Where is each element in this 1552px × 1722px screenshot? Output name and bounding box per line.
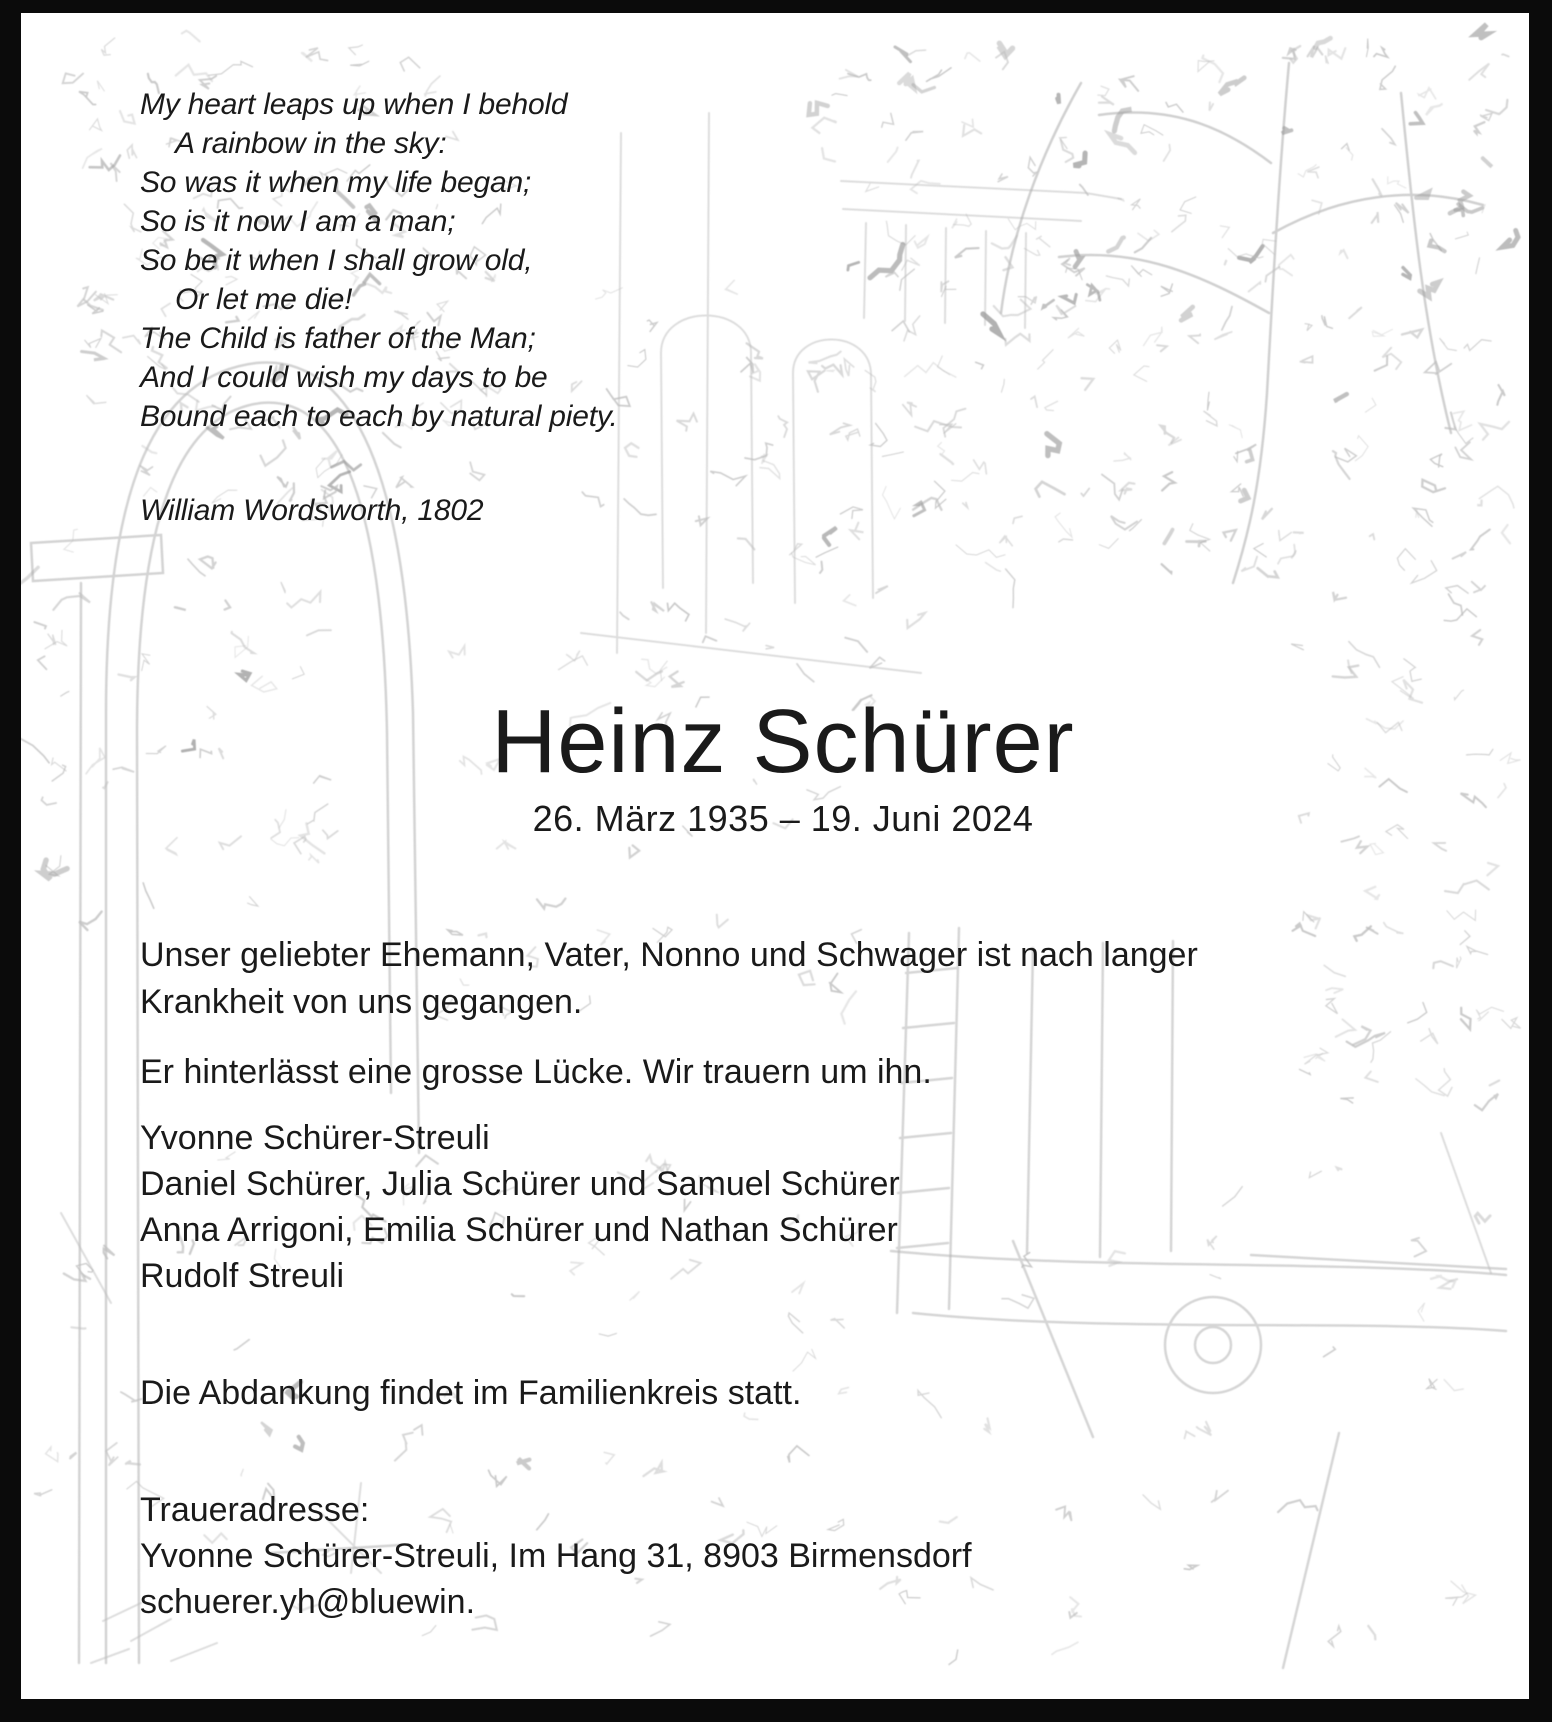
poem	[140, 85, 1469, 530]
poem-line: Bound each to each by natural piety.	[140, 400, 618, 433]
poem-line: A rainbow in the sky:	[175, 127, 447, 160]
poem-line: And I could wish my days to be	[140, 361, 548, 394]
condolence-address-label: Traueradresse:	[140, 1491, 370, 1529]
poem-attribution: William Wordsworth, 1802	[140, 494, 484, 527]
condolence-email: schuerer.yh@bluewin.	[140, 1583, 476, 1621]
poem-line: So is it now I am a man;	[140, 205, 456, 238]
life-dates: 26. März 1935 – 19. Juni 2024	[532, 798, 1034, 839]
mourners-list	[140, 1115, 1469, 1299]
announcement-line: Krankheit von uns gegangen.	[140, 983, 583, 1021]
condolence-address: Yvonne Schürer-Streuli, Im Hang 31, 8903 Birmensdorf	[140, 1537, 972, 1575]
mourner-name: Yvonne Schürer-Streuli	[140, 1119, 490, 1157]
poem-line: My heart leaps up when I behold	[140, 88, 568, 121]
mourner-name: Anna Arrigoni, Emilia Schürer und Nathan Schürer	[140, 1211, 898, 1249]
announcement-line: Er hinterlässt eine grosse Lücke. Wir trauern um ihn.	[140, 1053, 932, 1091]
announcement-line: Unser geliebter Ehemann, Vater, Nonno und Schwager ist nach langer	[140, 936, 1198, 974]
deceased-header	[140, 692, 1426, 841]
poem-line: So was it when my life began;	[140, 166, 532, 199]
announcement-paragraph	[140, 932, 1469, 1026]
announcement-paragraph	[140, 1049, 1469, 1096]
mourner-name: Rudolf Streuli	[140, 1257, 345, 1295]
poem-line: So be it when I shall grow old,	[140, 244, 533, 277]
page-title-deceased-name: Heinz Schürer	[491, 692, 1075, 792]
mourner-name: Daniel Schürer, Julia Schürer und Samuel Schürer	[140, 1165, 900, 1203]
poem-line: Or let me die!	[175, 283, 353, 316]
poem-line: The Child is father of the Man;	[140, 322, 536, 355]
obituary-content	[21, 13, 1529, 1625]
service-note: Die Abdankung findet im Familienkreis statt.	[140, 1374, 802, 1412]
condolence-address-block	[140, 1487, 1469, 1625]
